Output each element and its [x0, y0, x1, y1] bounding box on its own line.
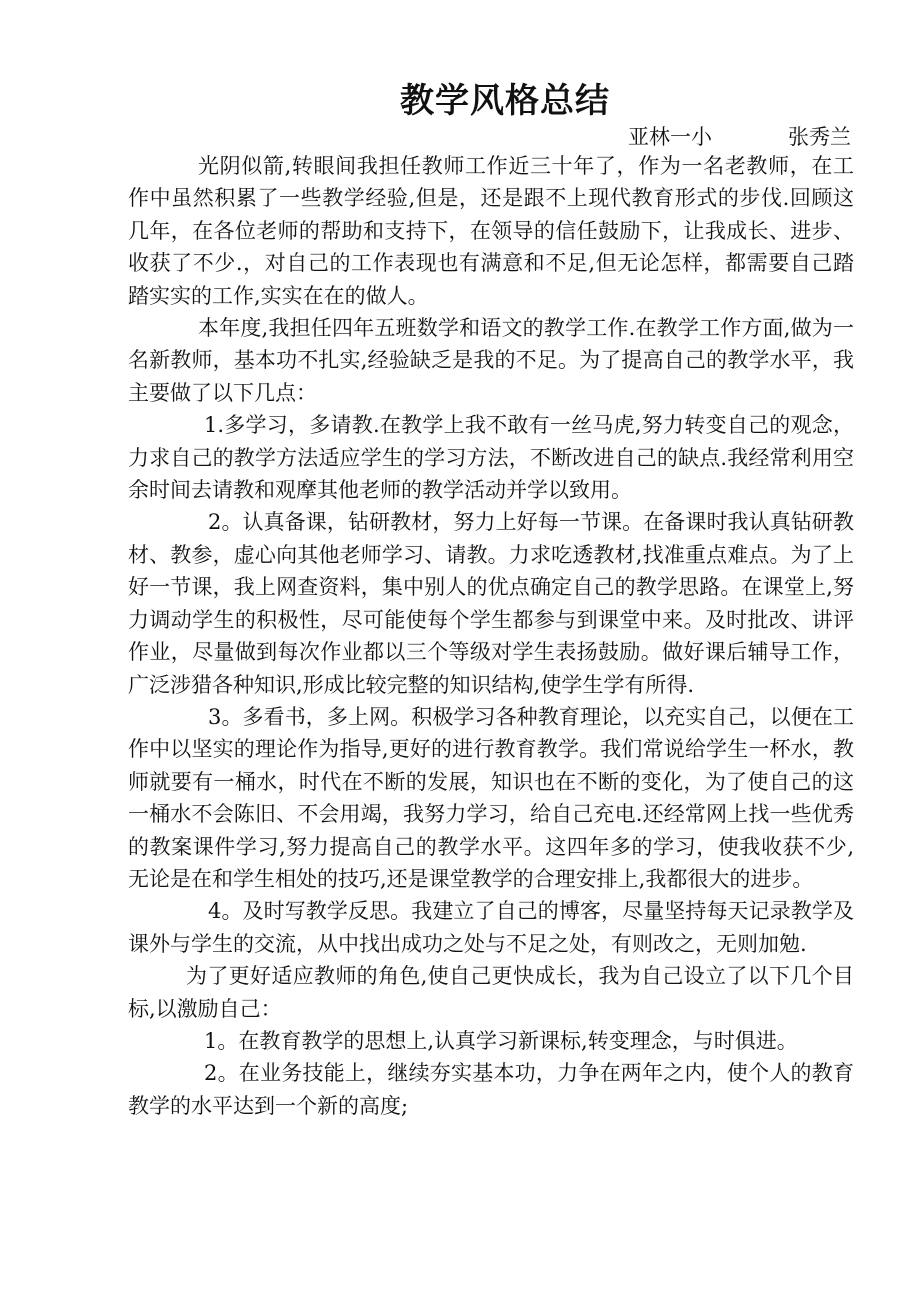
paragraph-point-4: 4。及时写教学反思。我建立了自己的博客，尽量坚持每天记录教学及课外与学生的交流，从中找出成功之处与不足之处，有则改之，无则加勉. — [128, 899, 854, 956]
paragraph-point-2: 2。认真备课，钻研教材，努力上好每一节课。在备课时我认真钻研教材、教参，虚心向其他老师学习、请教。力求吃透教材,找准重点难点。为了上好一节课，我上网查资料，集中别人的优点确定自己的教学思路。在课堂上,努力调动学生的积极性，尽可能使每个学生都参与到课堂中来。及时批改、讲评作业，尽量做到每次作业都以三个等级对学生表扬鼓励。做好课后辅导工作，广泛涉猎各种知识,形成比较完整的知识结构,使学生学有所得. — [128, 510, 854, 697]
paragraph-intro: 光阴似箭,转眼间我担任教师工作近三十年了，作为一名老教师，在工作中虽然积累了一些教学经验,但是，还是跟不上现代教育形式的步伐.回顾这几年，在各位老师的帮助和支持下，在领导的信任鼓励下，让我成长、进步、收获了不少.，对自己的工作表现也有满意和不足,但无论怎样，都需要自己踏踏实实的工作,实实在在的做人。 — [128, 154, 854, 308]
byline — [628, 123, 858, 151]
document-title: 教学风格总结 — [400, 81, 610, 121]
school-name: 亚林一小 — [628, 125, 712, 149]
paragraph-work-overview: 本年度,我担任四年五班数学和语文的教学工作.在教学工作方面,做为一名新教师，基本功不扎实,经验缺乏是我的不足。为了提高自己的教学水平，我主要做了以下几点： — [128, 316, 854, 405]
paragraph-goals-intro: 为了更好适应教师的角色,使自己更快成长，我为自己设立了以下几个目标,以激励自己： — [128, 964, 854, 1021]
paragraph-goal-2: 2。在业务技能上，继续夯实基本功，力争在两年之内，使个人的教育教学的水平达到一个新的高度; — [128, 1061, 854, 1118]
document-body — [128, 150, 854, 1122]
paragraph-point-3: 3。多看书，多上网。积极学习各种教育理论，以充实自己，以便在工作中以坚实的理论作为指导,更好的进行教育教学。我们常说给学生一杯水，教师就要有一桶水，时代在不断的发展，知识也在不断的变化，为了使自己的这一桶水不会陈旧、不会用竭，我努力学习，给自己充电.还经常网上找一些优秀的教案课件学习,努力提高自己的教学水平。这四年多的学习，使我收获不少,无论是在和学生相处的技巧,还是课堂教学的合理安排上,我都很大的进步。 — [128, 704, 854, 891]
author-name: 张秀兰 — [788, 125, 851, 149]
paragraph-point-1: 1.多学习，多请教.在教学上我不敢有一丝马虎,努力转变自己的观念，力求自己的教学方法适应学生的学习方法，不断改进自己的缺点.我经常利用空余时间去请教和观摩其他老师的教学活动并学以致用。 — [128, 413, 854, 503]
paragraph-goal-1: 1。在教育教学的思想上,认真学习新课标,转变理念，与时俱进。 — [204, 1028, 798, 1053]
